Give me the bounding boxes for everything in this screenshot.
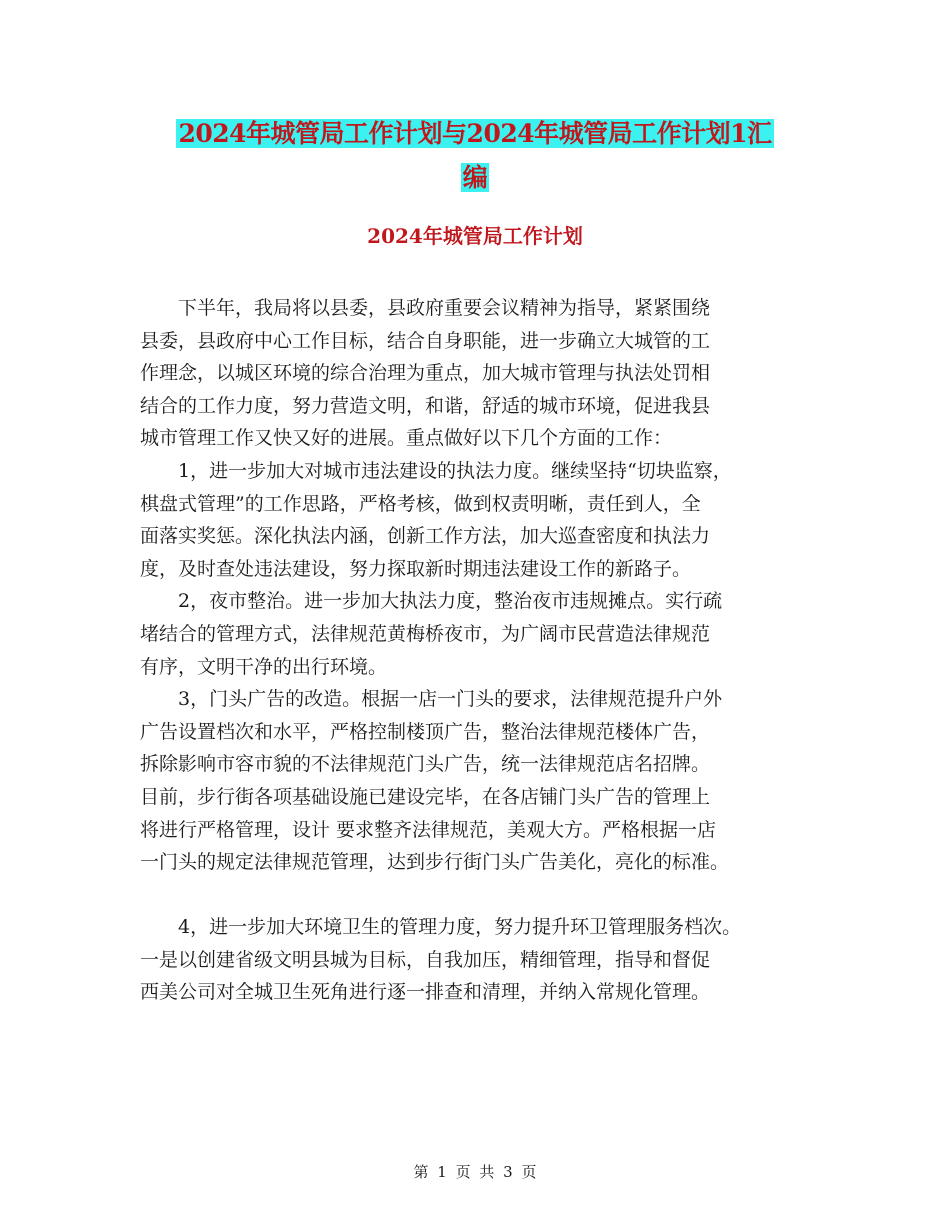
paragraph-line: 一门头的规定法律规范管理，达到步行街门头广告美化，亮化的标准。: [140, 851, 730, 874]
paragraph-line: 广告设置档次和水平，严格控制楼顶广告，整治法律规范楼体广告，: [140, 720, 711, 743]
paragraph-item-3: [140, 683, 820, 879]
paragraph-intro: [140, 292, 820, 455]
document-title-line-1: [0, 112, 950, 156]
paragraph-item-1: [140, 455, 820, 585]
paragraph-line: 作理念，以城区环境的综合治理为重点，加大城市管理与执法处罚相: [140, 362, 711, 385]
body-text: [140, 292, 820, 1009]
paragraph-line: 有序，文明干净的出行环境。: [140, 655, 388, 678]
paragraph-line: 度，及时查处违法建设，努力探取新时期违法建设工作的新路子。: [140, 557, 692, 580]
page-number-footer: 第 1 页 共 3 页: [413, 1163, 537, 1181]
title-highlight: 2024年城管局工作计划与2024年城管局工作计划1汇: [178, 119, 772, 148]
paragraph-line: 结合的工作力度，努力营造文明，和谐，舒适的城市环境，促进我县: [140, 394, 711, 417]
paragraph-line: 棋盘式管理”的工作思路，严格考核，做到权责明晰，责任到人，全: [140, 492, 701, 515]
section-title: 2024年城管局工作计划: [367, 224, 583, 248]
title-highlight: 编: [462, 163, 488, 192]
paragraph-line: 3，门头广告的改造。根据一店一门头的要求，法律规范提升户外: [178, 688, 723, 711]
paragraph-item-2: [140, 585, 820, 683]
paragraph-line: 下半年，我局将以县委，县政府重要会议精神为指导，紧紧围绕: [178, 297, 711, 319]
paragraph-line: 县委，县政府中心工作目标，结合自身职能，进一步确立大城管的工: [140, 329, 711, 352]
paragraph-line: 目前，步行街各项基础设施已建设完毕，在各店铺门头广告的管理上: [140, 785, 711, 808]
paragraph-line: 拆除影响市容市貌的不法律规范门头广告，统一法律规范店名招牌。: [140, 753, 711, 776]
paragraph-line: 1，进一步加大对城市违法建设的执法力度。继续坚持“切块监察，: [178, 459, 732, 482]
paragraph-line: 西美公司对全城卫生死角进行逐一排查和清理，并纳入常规化管理。: [140, 981, 711, 1004]
paragraph-line: 堵结合的管理方式，法律规范黄梅桥夜市，为广阔市民营造法律规范: [140, 622, 711, 645]
paragraph-line: 4，进一步加大环境卫生的管理力度，努力提升环卫管理服务档次。: [178, 916, 742, 939]
document-title: [0, 112, 950, 200]
paragraph-line: 一是以创建省级文明县城为目标，自我加压，精细管理，指导和督促: [140, 948, 711, 971]
paragraph-line: 面落实奖惩。深化执法内涵，创新工作方法，加大巡查密度和执法力: [140, 525, 711, 548]
paragraph-line: 将进行严格管理，设计 要求整齐法律规范，美观大方。严格根据一店: [140, 818, 717, 841]
paragraph-item-4: [140, 911, 820, 1009]
paragraph-line: 2，夜市整治。进一步加大执法力度，整治夜市违规摊点。实行疏: [178, 590, 723, 613]
document-title-line-2: [0, 156, 950, 200]
paragraph-line: 城市管理工作又快又好的进展。重点做好以下几个方面的工作：: [140, 427, 673, 450]
paragraph-spacer: [140, 879, 820, 912]
